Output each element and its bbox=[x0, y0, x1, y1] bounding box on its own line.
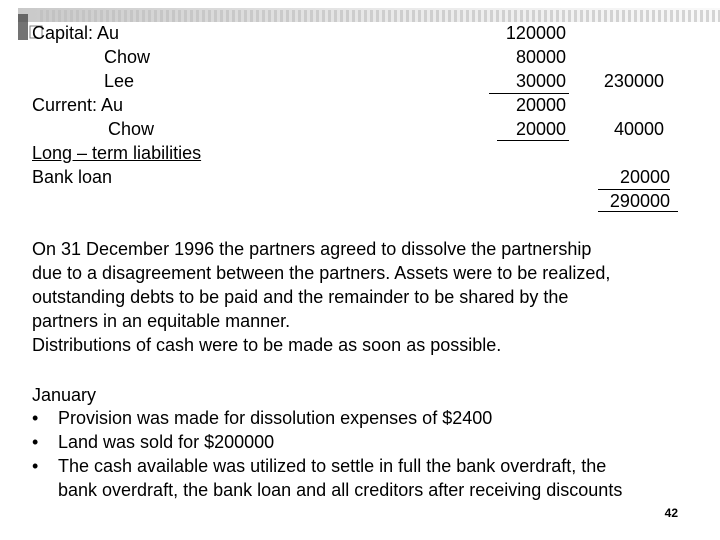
header-stripe bbox=[328, 10, 331, 22]
header-stripe bbox=[640, 10, 643, 22]
header-stripe bbox=[100, 10, 103, 22]
rule-grand-total-bottom bbox=[598, 211, 678, 212]
header-stripe bbox=[196, 10, 199, 22]
header-stripe bbox=[184, 10, 187, 22]
header-stripe bbox=[142, 10, 145, 22]
header-stripe bbox=[406, 10, 409, 22]
header-stripe bbox=[310, 10, 313, 22]
total-current: 40000 bbox=[613, 119, 664, 139]
bullet-icon: • bbox=[32, 432, 39, 452]
header-stripe bbox=[568, 10, 571, 22]
header-stripe bbox=[190, 10, 193, 22]
header-stripe bbox=[562, 10, 565, 22]
label-current-au: Current: Au bbox=[32, 95, 124, 115]
label-capital-lee: Lee bbox=[104, 71, 135, 91]
header-stripe bbox=[394, 10, 397, 22]
label-capital-chow: Chow bbox=[104, 47, 151, 67]
header-stripe bbox=[700, 10, 703, 22]
header-stripe bbox=[592, 10, 595, 22]
bullet-icon: • bbox=[32, 408, 39, 428]
bullet-icon: • bbox=[32, 456, 39, 476]
header-stripe bbox=[652, 10, 655, 22]
header-stripe bbox=[604, 10, 607, 22]
header-stripe bbox=[70, 10, 73, 22]
header-stripe bbox=[574, 10, 577, 22]
header-stripe bbox=[112, 10, 115, 22]
header-stripe bbox=[172, 10, 175, 22]
header-stripe bbox=[220, 10, 223, 22]
header-stripe bbox=[160, 10, 163, 22]
header-stripe bbox=[58, 10, 61, 22]
header-stripe bbox=[250, 10, 253, 22]
label-long-term-liabilities: Long – term liabilities bbox=[32, 143, 202, 163]
header-stripe bbox=[502, 10, 505, 22]
header-stripe bbox=[304, 10, 307, 22]
amount-current-chow: 20000 bbox=[515, 119, 566, 139]
header-stripe bbox=[682, 10, 685, 22]
header-stripe bbox=[40, 10, 43, 22]
header-stripe bbox=[178, 10, 181, 22]
header-stripe bbox=[646, 10, 649, 22]
header-stripe bbox=[124, 10, 127, 22]
header-stripe bbox=[634, 10, 637, 22]
paragraph-line-3: outstanding debts to be paid and the remainder to be shared by the bbox=[32, 287, 569, 307]
header-stripe bbox=[298, 10, 301, 22]
header-stripe bbox=[508, 10, 511, 22]
header-stripe bbox=[454, 10, 457, 22]
grand-total: 290000 bbox=[609, 191, 670, 211]
header-stripe bbox=[532, 10, 535, 22]
january-item-3: The cash available was utilized to settle in full the bank overdraft, the bbox=[58, 456, 607, 476]
total-bank-loan: 20000 bbox=[619, 167, 670, 187]
amount-capital-chow: 80000 bbox=[515, 47, 566, 67]
header-stripe bbox=[460, 10, 463, 22]
header-stripe bbox=[280, 10, 283, 22]
header-stripe bbox=[436, 10, 439, 22]
amount-current-au: 20000 bbox=[515, 95, 566, 115]
header-stripe bbox=[154, 10, 157, 22]
header-stripe bbox=[418, 10, 421, 22]
header-stripe bbox=[346, 10, 349, 22]
header-stripe bbox=[214, 10, 217, 22]
header-stripe bbox=[46, 10, 49, 22]
header-stripe bbox=[664, 10, 667, 22]
header-stripe bbox=[64, 10, 67, 22]
header-stripe bbox=[148, 10, 151, 22]
header-stripe bbox=[610, 10, 613, 22]
total-capital: 230000 bbox=[603, 71, 664, 91]
header-stripe bbox=[472, 10, 475, 22]
header-stripe bbox=[52, 10, 55, 22]
header-stripe bbox=[334, 10, 337, 22]
header-stripe bbox=[442, 10, 445, 22]
header-stripe bbox=[556, 10, 559, 22]
header-stripe bbox=[586, 10, 589, 22]
header-stripe bbox=[364, 10, 367, 22]
header-stripe bbox=[94, 10, 97, 22]
header-stripe bbox=[544, 10, 547, 22]
header-stripe bbox=[400, 10, 403, 22]
header-stripe bbox=[694, 10, 697, 22]
header-stripe bbox=[370, 10, 373, 22]
header-stripe bbox=[382, 10, 385, 22]
header-stripe bbox=[514, 10, 517, 22]
header-stripe bbox=[706, 10, 709, 22]
header-stripe bbox=[490, 10, 493, 22]
header-stripe bbox=[622, 10, 625, 22]
header-stripe bbox=[478, 10, 481, 22]
header-stripe bbox=[376, 10, 379, 22]
header-stripe bbox=[580, 10, 583, 22]
header-stripe bbox=[598, 10, 601, 22]
header-stripe bbox=[322, 10, 325, 22]
header-stripe bbox=[388, 10, 391, 22]
paragraph-line-4: partners in an equitable manner. bbox=[32, 311, 291, 331]
header-stripe bbox=[202, 10, 205, 22]
header-stripe bbox=[496, 10, 499, 22]
header-stripe bbox=[136, 10, 139, 22]
header-stripe bbox=[526, 10, 529, 22]
header-stripe bbox=[316, 10, 319, 22]
header-stripe bbox=[688, 10, 691, 22]
january-item-2: Land was sold for $200000 bbox=[58, 432, 275, 452]
header-stripe bbox=[268, 10, 271, 22]
header-stripe bbox=[256, 10, 259, 22]
january-heading: January bbox=[32, 385, 97, 405]
january-item-3-continuation: bank overdraft, the bank loan and all creditors after receiving discounts bbox=[58, 480, 623, 500]
rule-current-subtotal bbox=[497, 140, 569, 141]
label-current-chow: Chow bbox=[108, 119, 155, 139]
paragraph-line-1: On 31 December 1996 the partners agreed to dissolve the partnership bbox=[32, 239, 592, 259]
header-stripe bbox=[262, 10, 265, 22]
january-item-1: Provision was made for dissolution expenses of $2400 bbox=[58, 408, 493, 428]
header-stripe bbox=[166, 10, 169, 22]
header-stripe bbox=[616, 10, 619, 22]
header-stripe bbox=[76, 10, 79, 22]
header-stripe bbox=[484, 10, 487, 22]
header-stripe bbox=[448, 10, 451, 22]
header-stripe bbox=[208, 10, 211, 22]
label-bank-loan: Bank loan bbox=[32, 167, 113, 187]
header-stripe bbox=[712, 10, 715, 22]
header-stripe bbox=[466, 10, 469, 22]
header-stripe bbox=[130, 10, 133, 22]
header-stripe bbox=[244, 10, 247, 22]
header-stripe bbox=[550, 10, 553, 22]
header-stripe bbox=[274, 10, 277, 22]
header-stripe bbox=[520, 10, 523, 22]
header-stripe bbox=[340, 10, 343, 22]
header-stripe bbox=[82, 10, 85, 22]
paragraph-line-5: Distributions of cash were to be made as soon as possible. bbox=[32, 335, 502, 355]
header-stripe bbox=[412, 10, 415, 22]
header-stripe bbox=[676, 10, 679, 22]
header-stripe bbox=[226, 10, 229, 22]
header-stripe bbox=[538, 10, 541, 22]
header-stripe bbox=[238, 10, 241, 22]
page-number: 42 bbox=[664, 506, 678, 520]
header-stripe bbox=[358, 10, 361, 22]
amount-capital-au: 120000 bbox=[505, 23, 566, 43]
header-stripe bbox=[670, 10, 673, 22]
header-stripe bbox=[286, 10, 289, 22]
header-stripe bbox=[292, 10, 295, 22]
header-stripe bbox=[118, 10, 121, 22]
header-stripe bbox=[430, 10, 433, 22]
paragraph-line-2: due to a disagreement between the partners. Assets were to be realized, bbox=[32, 263, 611, 283]
amount-capital-lee: 30000 bbox=[515, 71, 566, 91]
header-stripe bbox=[106, 10, 109, 22]
header-stripe bbox=[88, 10, 91, 22]
header-stripe bbox=[232, 10, 235, 22]
header-stripe bbox=[628, 10, 631, 22]
header-stripe bbox=[352, 10, 355, 22]
header-stripe bbox=[658, 10, 661, 22]
label-capital-au: Capital: Au bbox=[32, 23, 120, 43]
header-stripe bbox=[424, 10, 427, 22]
